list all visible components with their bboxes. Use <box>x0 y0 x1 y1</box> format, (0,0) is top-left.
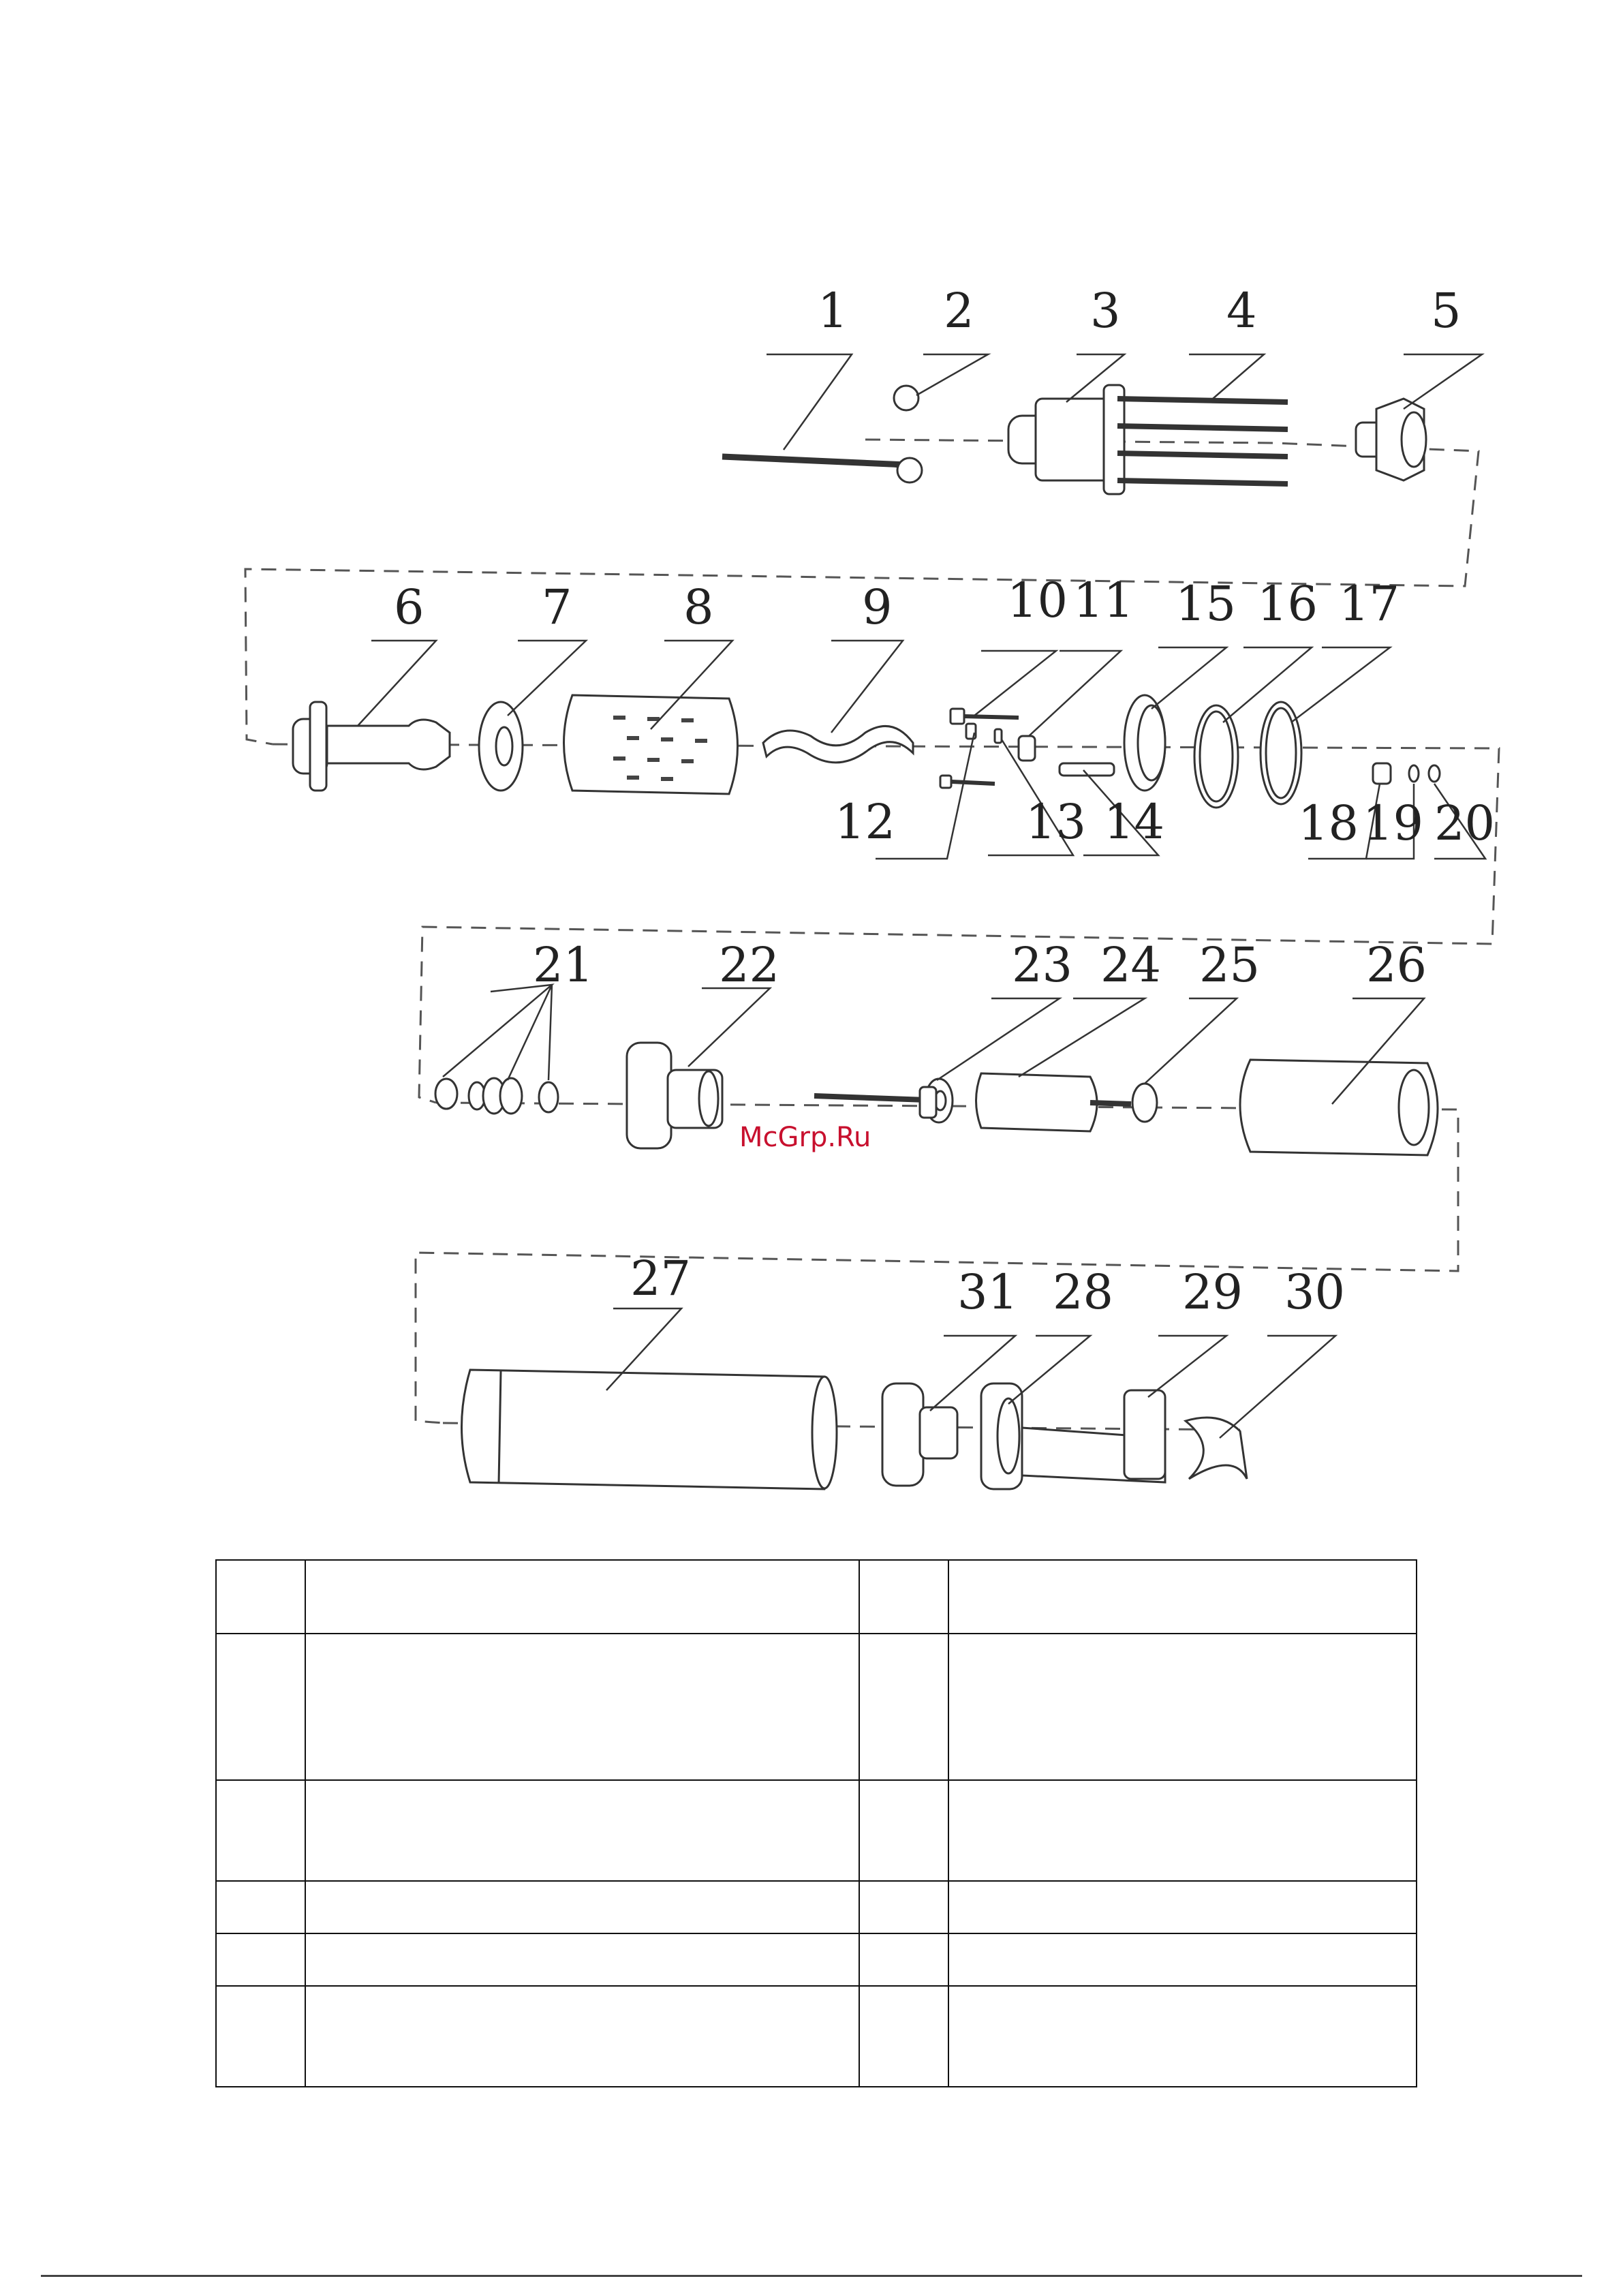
part-17-o-ring <box>1261 702 1301 804</box>
callout-22: 22 <box>719 937 780 993</box>
table-cell <box>305 1881 859 1933</box>
callout-24: 24 <box>1100 937 1162 993</box>
part-18-seal <box>1373 763 1391 784</box>
table-cell <box>859 1986 948 2087</box>
table-cell <box>948 1881 1417 1933</box>
table-row <box>216 1933 1417 1986</box>
table-cell <box>948 1780 1417 1881</box>
parts-table <box>215 1559 1417 2087</box>
callout-25: 25 <box>1199 937 1261 993</box>
table-cell <box>859 1780 948 1881</box>
table-cell <box>859 1881 948 1933</box>
callout-14: 14 <box>1104 794 1165 850</box>
callout-7: 7 <box>542 579 572 635</box>
part-31-bottom-flange <box>882 1383 957 1486</box>
table-cell <box>948 1986 1417 2087</box>
table-cell <box>859 1634 948 1780</box>
part-8-filter-screen <box>564 695 738 794</box>
part-19-washer <box>1409 765 1419 782</box>
part-22-motor-cover <box>627 1043 722 1148</box>
part-16-o-ring <box>1194 705 1238 808</box>
callout-21: 21 <box>533 937 594 993</box>
callout-13: 13 <box>1025 794 1087 850</box>
table-cell <box>305 1560 859 1634</box>
part-1-power-cable <box>722 457 920 470</box>
callout-12: 12 <box>835 794 896 850</box>
callout-11: 11 <box>1073 572 1134 628</box>
table-cell <box>305 1933 859 1986</box>
part-2-cable-terminals <box>894 386 922 483</box>
table-cell <box>305 1634 859 1780</box>
callout-5: 5 <box>1431 283 1462 339</box>
table-cell <box>216 1780 305 1881</box>
part-20-clip <box>1429 765 1440 782</box>
part-21-seal-set <box>435 1078 558 1114</box>
part-27-outer-shell <box>462 1370 837 1489</box>
table-cell <box>948 1933 1417 1986</box>
callout-29: 29 <box>1182 1264 1243 1320</box>
callout-3: 3 <box>1090 283 1121 339</box>
callout-8: 8 <box>683 579 714 635</box>
table-cell <box>305 1780 859 1881</box>
table-cell <box>216 1881 305 1933</box>
callout-2: 2 <box>944 283 974 339</box>
table-cell <box>859 1933 948 1986</box>
table-cell <box>859 1560 948 1634</box>
callout-26: 26 <box>1366 937 1427 993</box>
callout-31: 31 <box>957 1264 1019 1320</box>
callout-9: 9 <box>862 579 893 635</box>
callout-17: 17 <box>1339 576 1400 632</box>
callout-28: 28 <box>1053 1264 1114 1320</box>
callout-4: 4 <box>1226 283 1257 339</box>
part-30-clip-bracket <box>1186 1418 1247 1479</box>
table-cell <box>216 1933 305 1986</box>
callout-30: 30 <box>1284 1264 1346 1320</box>
table-cell <box>305 1986 859 2087</box>
table-cell <box>948 1560 1417 1634</box>
callout-6: 6 <box>394 579 424 635</box>
callout-15: 15 <box>1175 576 1237 632</box>
table-cell <box>216 1986 305 2087</box>
callout-27: 27 <box>630 1251 692 1306</box>
callout-1: 1 <box>818 283 848 339</box>
table-cell <box>948 1634 1417 1780</box>
part-29-capacitor <box>1022 1390 1165 1482</box>
bottom-rule <box>41 2275 1582 2277</box>
table-row <box>216 1881 1417 1933</box>
part-11-bushing <box>1019 736 1035 761</box>
part-6-outlet-shaft-housing <box>293 702 450 791</box>
part-5-top-housing <box>1356 399 1426 480</box>
part-7-guide-plate <box>479 702 523 791</box>
table-cell <box>216 1560 305 1634</box>
table-row <box>216 1560 1417 1634</box>
part-9-cable-wrap <box>763 726 913 762</box>
callout-20: 20 <box>1434 795 1496 851</box>
part-25-bearing <box>1132 1084 1157 1122</box>
callout-18: 18 <box>1298 795 1359 851</box>
table-row <box>216 1986 1417 2087</box>
callout-23: 23 <box>1012 937 1073 993</box>
table-row <box>216 1780 1417 1881</box>
part-15-pump-head <box>1124 695 1165 791</box>
table-cell <box>216 1634 305 1780</box>
callout-19: 19 <box>1363 795 1424 851</box>
part-28-bottom-cover <box>981 1383 1022 1489</box>
callout-16: 16 <box>1257 576 1318 632</box>
table-row <box>216 1634 1417 1780</box>
watermark: McGrp.Ru <box>739 1122 871 1153</box>
part-10-screw <box>950 709 1019 724</box>
callout-10: 10 <box>1007 572 1068 628</box>
part-26-motor-stator <box>1240 1060 1438 1155</box>
